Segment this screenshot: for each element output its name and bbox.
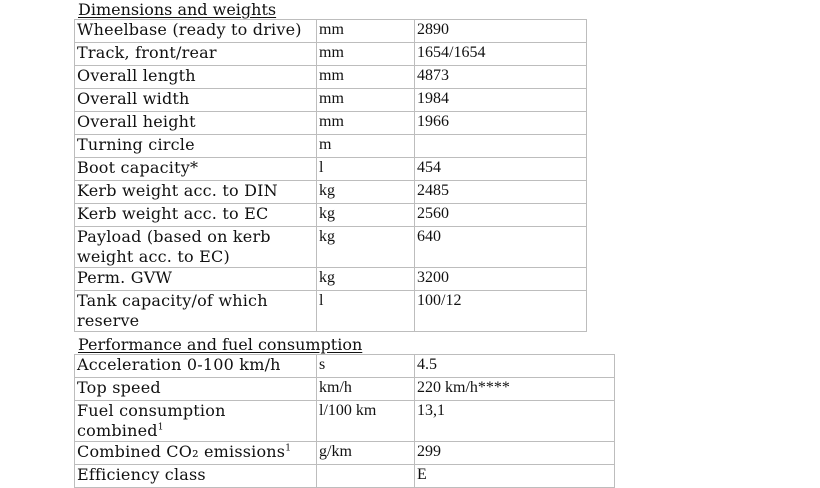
row-unit: mm — [317, 89, 415, 112]
row-label — [75, 227, 317, 268]
row-label-text: Kerb weight acc. to DIN — [77, 181, 278, 200]
dimensions-table — [74, 19, 587, 332]
row-label — [75, 66, 317, 89]
row-value: 13,1 — [415, 401, 615, 442]
row-label-text: Wheelbase (ready to drive) — [77, 20, 302, 39]
table-row — [75, 181, 587, 204]
table-row — [75, 89, 587, 112]
row-unit: kg — [317, 181, 415, 204]
table-row — [75, 135, 587, 158]
row-label-text: Top speed — [77, 378, 161, 397]
section-title-performance: Performance and fuel consumption — [78, 335, 363, 354]
row-value: 454 — [415, 158, 587, 181]
row-label-text: Overall height — [77, 112, 196, 131]
row-label-text: Turning circle — [77, 135, 195, 154]
row-value: 1966 — [415, 112, 587, 135]
row-value: E — [415, 465, 615, 488]
table-row — [75, 442, 615, 465]
footnote-marker: 1 — [157, 422, 164, 433]
row-label-text: Fuel consumption combined — [77, 401, 226, 440]
row-label — [75, 181, 317, 204]
table-row — [75, 158, 587, 181]
table-row — [75, 204, 587, 227]
row-label-text: Tank capacity/of which reserve — [77, 291, 268, 330]
row-label — [75, 378, 317, 401]
row-value: 220 km/h**** — [415, 378, 615, 401]
row-unit: kg — [317, 227, 415, 268]
row-label — [75, 401, 317, 442]
row-unit: mm — [317, 20, 415, 43]
table-row — [75, 66, 587, 89]
row-value: 2485 — [415, 181, 587, 204]
row-label — [75, 135, 317, 158]
row-unit: km/h — [317, 378, 415, 401]
table-row — [75, 20, 587, 43]
row-label-text: Perm. GVW — [77, 268, 173, 287]
row-label — [75, 112, 317, 135]
row-value: 2560 — [415, 204, 587, 227]
table-row — [75, 401, 615, 442]
row-label-text: Kerb weight acc. to EC — [77, 204, 269, 223]
row-value: 1984 — [415, 89, 587, 112]
row-unit: l — [317, 158, 415, 181]
row-value: 4873 — [415, 66, 587, 89]
row-unit: m — [317, 135, 415, 158]
row-label-text: Boot capacity* — [77, 158, 199, 177]
table-row — [75, 112, 587, 135]
row-label — [75, 268, 317, 291]
row-label — [75, 442, 317, 465]
row-label — [75, 158, 317, 181]
row-label — [75, 20, 317, 43]
table-row — [75, 291, 587, 332]
row-value: 4.5 — [415, 355, 615, 378]
section-title-dimensions: Dimensions and weights — [78, 0, 277, 19]
row-unit: kg — [317, 204, 415, 227]
row-value: 3200 — [415, 268, 587, 291]
row-label — [75, 204, 317, 227]
row-label-text: Track, front/rear — [77, 43, 217, 62]
row-unit: mm — [317, 43, 415, 66]
row-unit: l — [317, 291, 415, 332]
row-value — [415, 135, 587, 158]
row-label — [75, 291, 317, 332]
row-value: 100/12 — [415, 291, 587, 332]
table-row — [75, 227, 587, 268]
row-value: 1654/1654 — [415, 43, 587, 66]
row-label — [75, 43, 317, 66]
row-unit: g/km — [317, 442, 415, 465]
table-row — [75, 268, 587, 291]
row-unit: mm — [317, 112, 415, 135]
table-row — [75, 378, 615, 401]
row-label — [75, 465, 317, 488]
row-value: 640 — [415, 227, 587, 268]
row-label-text: Combined CO₂ emissions — [77, 442, 286, 461]
table-row — [75, 465, 615, 488]
row-unit: s — [317, 355, 415, 378]
row-value: 2890 — [415, 20, 587, 43]
row-label-text: Overall width — [77, 89, 190, 108]
table-row — [75, 355, 615, 378]
row-label-text: Payload (based on kerb weight acc. to EC) — [77, 227, 271, 266]
row-value: 299 — [415, 442, 615, 465]
performance-table — [74, 354, 615, 488]
row-unit: kg — [317, 268, 415, 291]
row-label — [75, 89, 317, 112]
table-row — [75, 43, 587, 66]
row-label-text: Efficiency class — [77, 465, 206, 484]
row-label — [75, 355, 317, 378]
row-label-text: Acceleration 0-100 km/h — [77, 355, 281, 374]
row-unit — [317, 465, 415, 488]
row-label-text: Overall length — [77, 66, 196, 85]
footnote-marker: 1 — [285, 443, 292, 454]
row-unit: mm — [317, 66, 415, 89]
row-unit: l/100 km — [317, 401, 415, 442]
